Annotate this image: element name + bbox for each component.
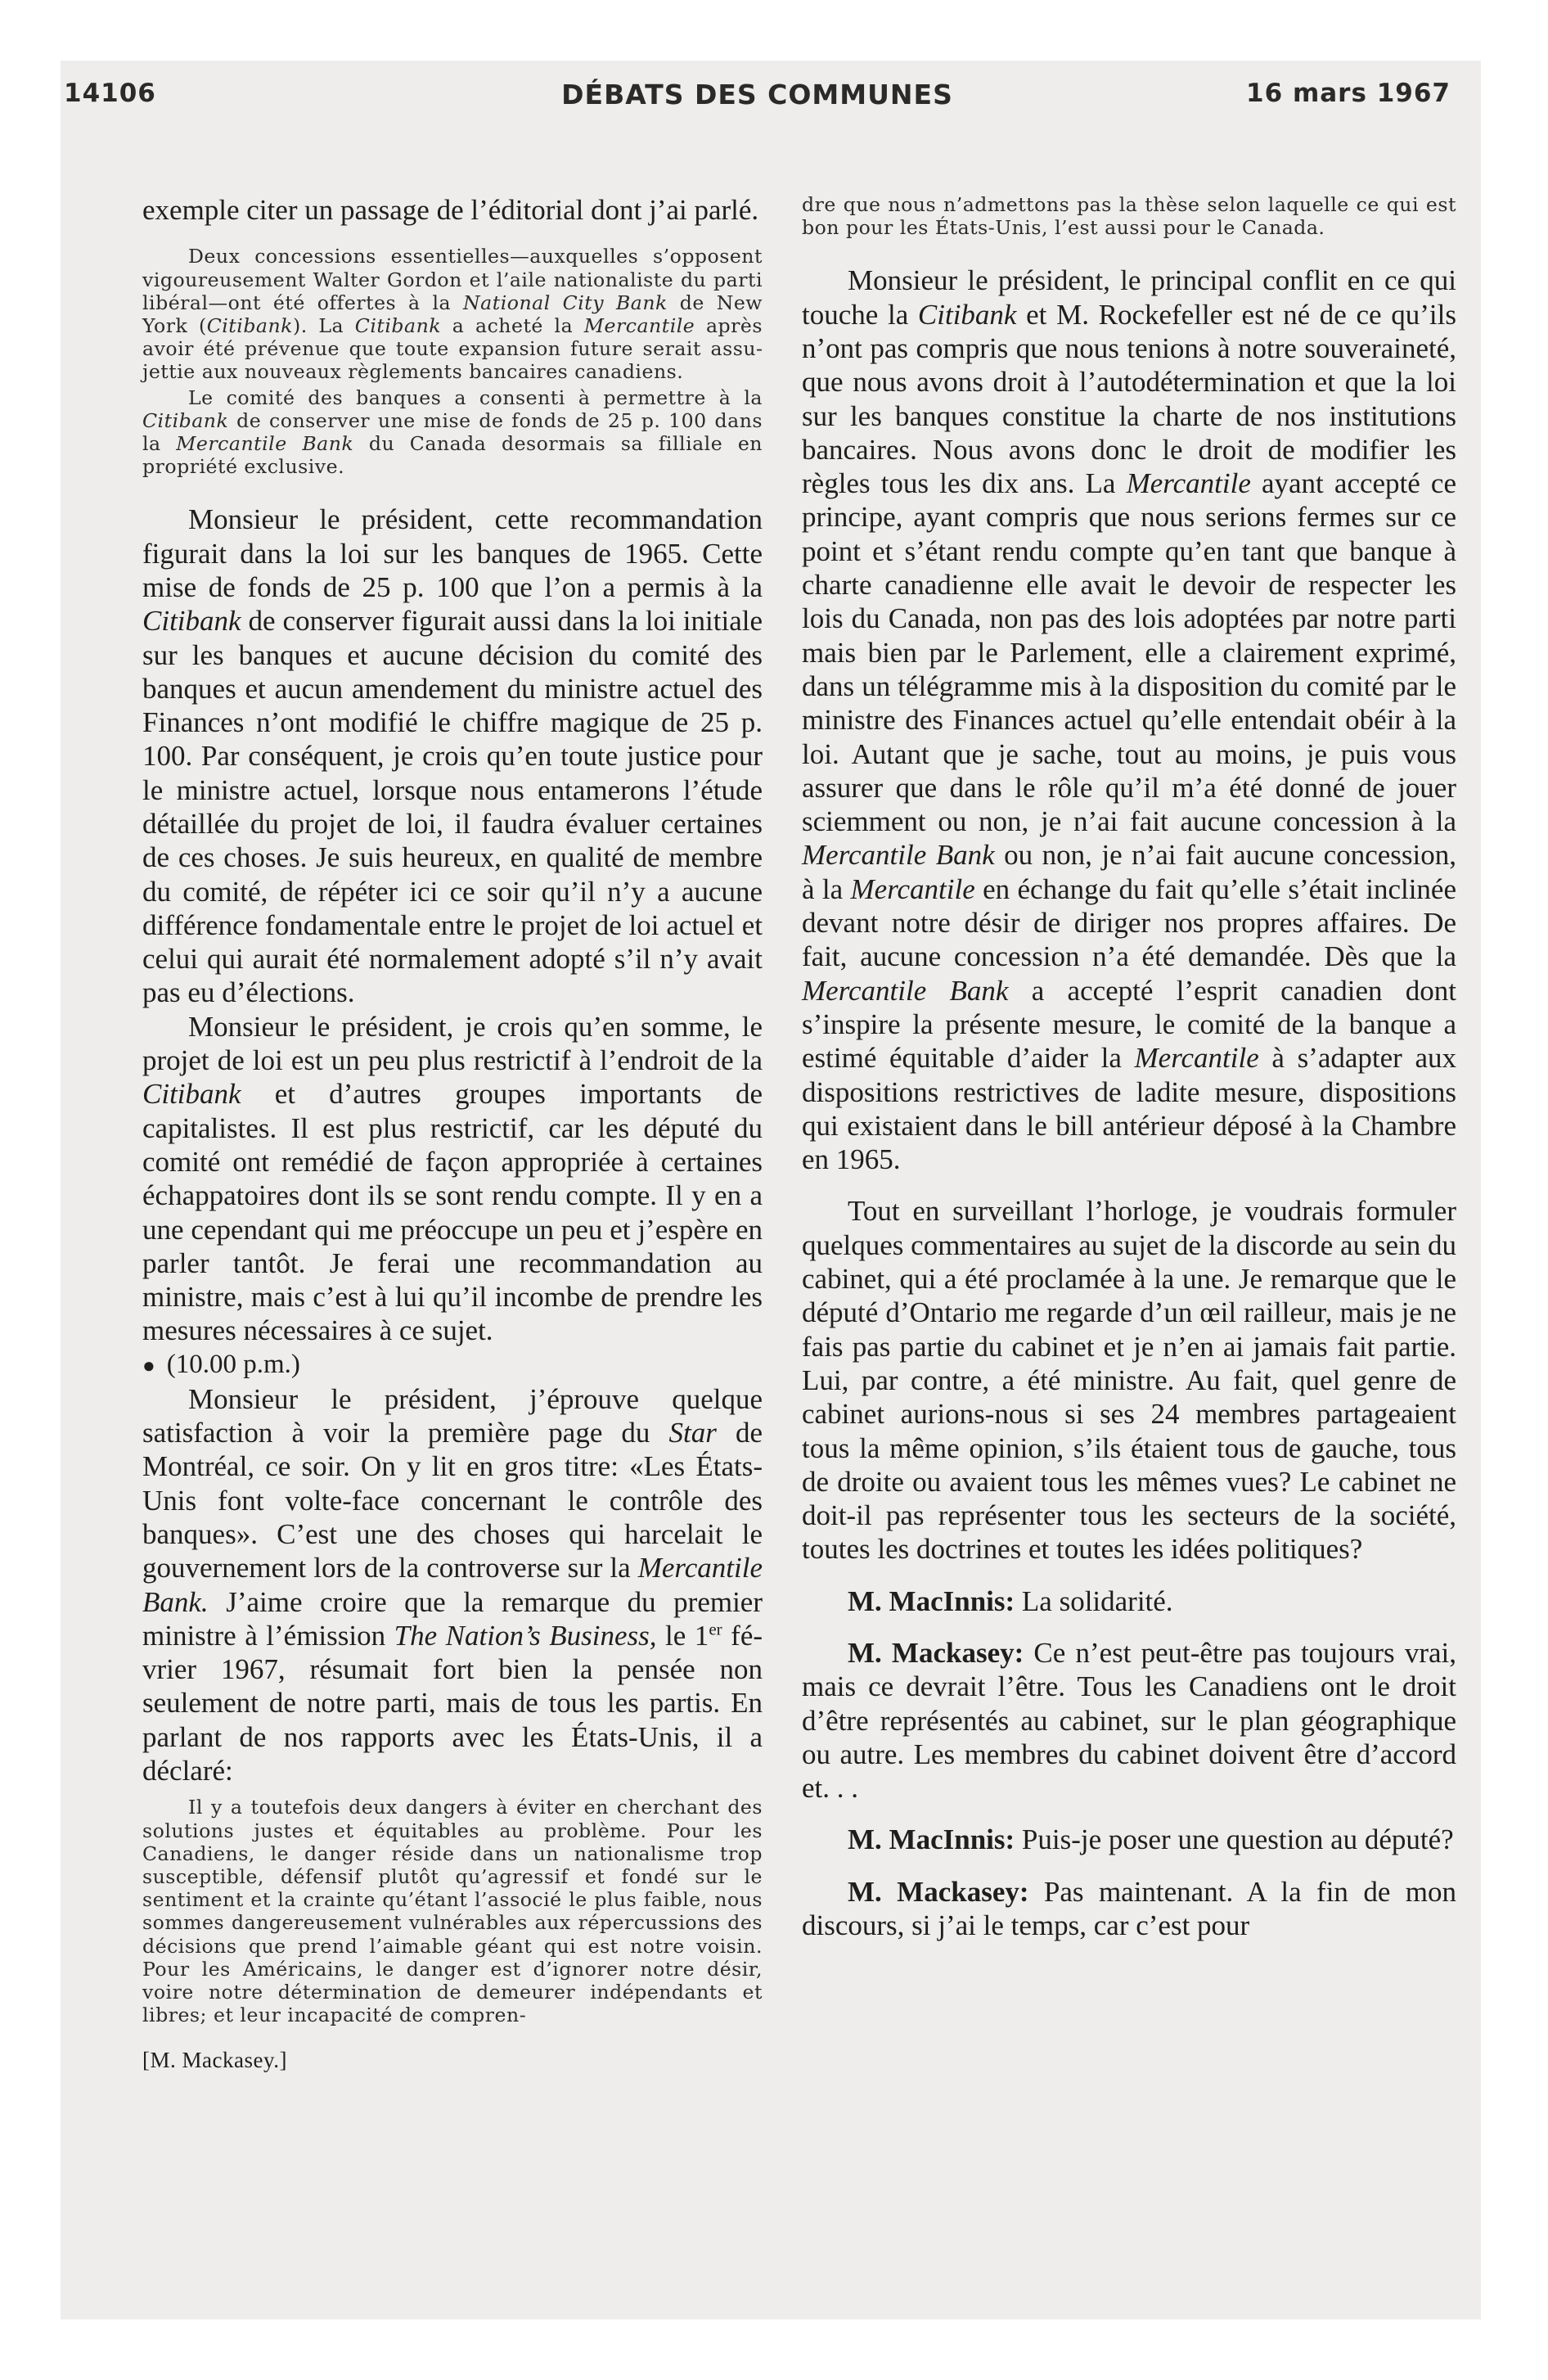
bullet-icon: ● — [142, 1353, 155, 1377]
quotation: Deux concessions essentielles—auxquelles s’opposent vigoureusement Walter Gordon et l’aile nationaliste du parti libéral—ont été offertes à la National City Bank de New York (Citibank). La Citibank a acheté la Mercantile après avoir été prévenue que toute expansion future serait assujettie aux nouveaux règlements bancaires canadiens. — [142, 245, 763, 384]
page-header — [64, 79, 1451, 119]
quotation: Le comité des banques a consenti à permettre à la Citibank de conserver une mise de fonds de 25 p. 100 dans la Mercantile Bank du Canada desormais sa filliale en propriété exclusive. — [142, 385, 763, 479]
speaker-name: M. Mackasey: — [848, 1636, 1024, 1669]
speech-entry: M. Mackasey: Pas maintenant. A la fin de mon discours, si j’ai le temps, car c’est pour — [802, 1875, 1456, 1942]
left-column — [142, 193, 763, 2073]
quotation: Il y a toutefois deux dangers à éviter en cherchant des solutions justes et équitables au problème. Pour les Canadiens, le danger réside dans un nationalisme trop susceptible, défensif plutôt qu’agressif et fondé sur le sentiment et la crainte qu’étant l’associé le plus faible, nous sommes dangereusement vulnérables aux répercussions des décisions que prend l’aimable géant qui est notre voisin. Pour les Américains, le danger est d’ignorer notre désir, voire notre détermination de demeurer indépendants et libres; et leur incapacité de compren- — [142, 1796, 763, 2027]
speaker-name: M. MacInnis: — [848, 1823, 1015, 1856]
header-date: 16 mars 1967 — [1246, 79, 1451, 108]
paragraph: exemple citer un passage de l’éditorial dont j’ai parlé. — [142, 194, 759, 226]
speech-entry: M. MacInnis: Puis-je poser une question au député? — [848, 1823, 1454, 1856]
speaker-name: M. Mackasey: — [848, 1875, 1029, 1908]
speech-entry: M. Mackasey: Ce n’est peut-être pas toujours vrai, mais ce devrait l’être. Tous les Canadiens ont le droit d’être représentés au cabinet, sur le plan géographique ou autre. Les membres du cabinet doivent être d’accord et. . . — [802, 1636, 1456, 1805]
header-page-number: 14106 — [64, 79, 156, 108]
paragraph: Monsieur le président, le principal conflit en ce qui touche la Citibank et M. Rockefeller est né de ce qu’ils n’ont pas compris que nous tenions à notre souveraineté, que nous avons droit à l’autodétermination et que la loi sur les banques constitue la charte de nos institutions bancaires. Nous avons donc le droit de modifier les règles tous les dix ans. La Mercantile ayant accepté ce principe, ayant compris que nous serions fermes sur ce point et s’étant rendu compte qu’en tant que banque à charte canadienne elle avait le devoir de respecter les lois du Canada, non pas des lois adoptées par notre parti mais bien par le Parlement, elle a clairement exprimé, dans un télégramme mis à la disposition du comité par le ministre des Finances actuel qu’elle entendait obéir à la loi. Autant que je sache, tout au moins, je puis vous assurer que dans le rôle qu’il m’a été donné de jouer sciemment ou non, je n’ai fait aucune concession à la Mercantile Bank ou non, je n’ai fait aucune concession, à la Mercantile en échange du fait qu’elle s’était inclinée devant notre désir de diriger nos propres affaires. De fait, aucune concession n’a été demandée. Dès que la Mercantile Bank a accepté l’esprit canadien dont s’inspire la présente mesure, le comité de la banque a estimé équitable d’aider la Mercantile à s’adapter aux dispositions restrictives de ladite mesure, dispositions qui existaient dans le bill antérieur déposé à la Chambre en 1965. — [802, 264, 1457, 1176]
paragraph: Monsieur le président, cette recommandation figurait dans la loi sur les banques de 1965. Cette mise de fonds de 25 p. 100 que l’on a permis à la Citibank de conserver figurait aussi dans la loi initiale sur les banques et aucune décision du comité des banques et aucun amendement du ministre actuel des Finances n’ont modifié le chiffre magique de 25 p. 100. Par conséquent, je crois qu’en toute justice pour le ministre actuel, lorsque nous entamerons l’étude détaillée du projet de loi, il faudra évaluer certaines de ces choses. Je suis heureux, en qualité de membre du comité, de répéter ici ce soir qu’il n’y a aucune différence fondamentale entre le projet de loi actuel et celui qui aurait été normalement adopté s’il n’y avait pas eu d’élections. — [142, 503, 763, 1009]
speech-entry: M. MacInnis: La solidarité. — [848, 1584, 1173, 1617]
paragraph: Monsieur le président, j’éprouve quelque satisfaction à voir la première page du Star de Montréal, ce soir. On y lit en gros titre: «Les États-Unis font volte-face concernant le contrôle des banques». C’est une des choses qui harcelait le gouvernement lors de la controverse sur la Mercantile Bank. J’aime croire que la remarque du premier ministre à l’émission The Nation’s Business, le 1er février 1967, résumait fort bien la pensée non seulement de notre parti, mais de tous les partis. En parlant de nos rapports avec les États-Unis, il a déclaré: — [142, 1382, 763, 1787]
speaker-signature: [M. Mackasey.] — [142, 2048, 287, 2073]
quotation: dre que nous n’admettons pas la thèse selon laquelle ce qui est bon pour les États-Unis, l’est aussi pour le Canada. — [802, 193, 1456, 240]
paragraph: Monsieur le président, je crois qu’en somme, le projet de loi est un peu plus restrictif à l’endroit de la Citibank et d’autres groupes importants de capitalistes. Il est plus restrictif, car les député du comité ont remédié de façon appropriée à certaines échappatoires dont ils se sont rendu compte. Il y en a une cependant qui me préoccupe un peu et j’espère en parler tantôt. Je ferai une recommandation au ministre, mais c’est à lui qu’il incombe de prendre les mesures nécessaires à ce sujet. — [142, 1010, 763, 1347]
right-column — [802, 193, 1456, 1942]
time-marker: ● (10.00 p.m.) — [142, 1349, 300, 1379]
speaker-name: M. MacInnis: — [848, 1584, 1015, 1617]
paragraph: Tout en surveillant l’horloge, je voudrais formuler quelques commentaires au sujet de la discorde au sein du cabinet, qui a été proclamée à la une. Je remarque que le député d’Ontario me regarde d’un œil railleur, mais je ne fais pas partie du cabinet et je n’en ai jamais fait partie. Lui, par contre, a été ministre. Au fait, quel genre de cabinet aurions-nous si ses 24 membres partageaient tous la même opinion, s’ils étaient tous de gauche, tous de droite ou avaient tous les mêmes vues? Le cabinet ne doit-il pas représenter tous les secteurs de la société, toutes les doctrines et toutes les idées politiques? — [802, 1195, 1456, 1566]
header-title: DÉBATS DES COMMUNES — [561, 79, 953, 110]
